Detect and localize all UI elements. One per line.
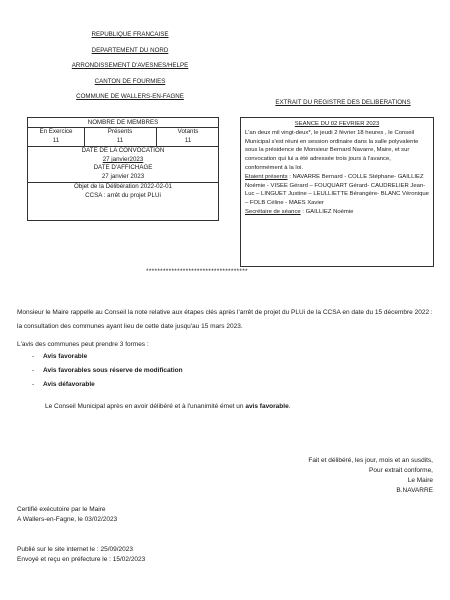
presents-value: 11: [116, 137, 124, 144]
header-republique: REPUBLIQUE FRANCAISE: [91, 31, 169, 38]
bullet-item: - Avis favorable: [32, 353, 88, 360]
table-divider: [84, 127, 85, 146]
secretaire-label: Secrétaire de séance: [245, 208, 301, 215]
decision-text: Le Conseil Municipal après en avoir délibéré et à l'unanimité émet un: [45, 403, 246, 410]
en-exercice-label: En Exercice: [39, 128, 73, 135]
objet-detail: CCSA : arrêt du projet PLUi: [85, 192, 161, 199]
certif-line-2: A Wallers-en-Fagne, le 03/02/2023: [17, 516, 118, 523]
body-paragraph-2: L'avis des communes peut prendre 3 formes :: [17, 341, 149, 348]
header-canton: CANTON DE FOURMIES: [94, 78, 166, 85]
decision-end: .: [288, 403, 291, 410]
header-departement: DEPARTEMENT DU NORD: [91, 47, 169, 54]
signature-line-1: Fait et délibéré, les jour, mois et an susdits,: [308, 457, 433, 464]
seance-text: L'an deux mil vingt-deux*, le jeudi 2 février 18 heures , le Conseil Municipal s'est réuni en session ordinaire dans la salle polyvalente sous la présidence de Monsieur Bernard Navarre, Maire, et sur convocation qui lui a été adressée trois jours à l'avance, conformément à la loi.: [245, 129, 419, 171]
signature-line-4: B.NAVARRE: [396, 487, 433, 494]
objet-deliberation: Objet de la Délibération 2022-02-01: [73, 183, 173, 190]
votants-value: 11: [184, 137, 192, 144]
presents-block: [245, 173, 429, 208]
prefecture-date: Envoyé et reçu en préfecture le : 15/02/2023: [17, 556, 146, 563]
bullet-item: - Avis défavorable: [32, 381, 95, 388]
votants-label: Votants: [177, 128, 199, 135]
header-commune: COMMUNE DE WALLERS-EN-FAGNE: [76, 93, 184, 100]
signature-line-2: Pour extrait conforme,: [369, 467, 433, 474]
presents-label: Présents: [107, 128, 133, 135]
seance-box: [240, 117, 434, 267]
body-paragraph-3: [45, 400, 435, 414]
bullet-text: Avis défavorable: [43, 381, 95, 388]
seance-title: SEANCE DU 02 FEVRIER 2023: [294, 121, 380, 127]
signature-block: [308, 456, 433, 496]
bullet-item: - Avis favorables sous réserve de modification: [32, 367, 183, 374]
secretaire-block: [245, 208, 429, 217]
presents-label: Etaient présents: [245, 173, 288, 180]
certif-line-1: Certifié exécutoire par le Maire: [17, 506, 106, 513]
en-exercice-value: 11: [52, 137, 60, 144]
extrait-title: EXTRAIT DU REGISTRE DES DELIBERATIONS: [275, 99, 411, 106]
table-divider: [156, 127, 157, 146]
date-convocation-label: DATE DE LA CONVOCATION: [81, 147, 165, 154]
membres-title: NOMBRE DE MEMBRES: [87, 119, 159, 126]
bullet-text: Avis favorables sous réserve de modification: [43, 367, 183, 374]
secretaire-name: : GAILLIEZ Noémie: [300, 208, 354, 215]
header-arrondissement: ARRONDISSEMENT D'AVESNES/HELPE: [71, 62, 189, 69]
date-affichage: 27 janvier 2023: [101, 173, 145, 180]
publication-block: [17, 545, 145, 565]
signature-line-3: Le Maire: [407, 477, 433, 484]
certification-block: [17, 505, 117, 525]
separator-stars: ************************************: [146, 268, 248, 275]
bullet-text: Avis favorable: [43, 353, 88, 360]
publication-date: Publié sur le site internet le : 25/09/2023: [17, 546, 133, 553]
decision-result: avis favorable: [245, 403, 289, 410]
membres-table: [27, 117, 219, 221]
date-convocation: 27 janvier2023: [102, 156, 144, 163]
presents-list: : NAVARRE Bernard - COLLE Stéphane- GAILLIEZ Noémie - VISEE Gérard – FOUQUART Gérard- CAUDRELIER Jean-Luc – LINGUET Justine – LEULLIETTE Bérangère- BLANC Véronique – FOLB Céline - MAES Xavier: [245, 173, 429, 207]
body-paragraph-1: Monsieur le Maire rappelle au Conseil la note relative aux étapes clés après l'arrêt de projet du PLUi de la CCSA en date du 15 décembre 2022 : la consultation des communes ayant lieu de cette date jusqu'au 15 mars 2023.: [17, 309, 433, 330]
date-affichage-label: DATE D'AFFICHAGE: [93, 164, 153, 171]
